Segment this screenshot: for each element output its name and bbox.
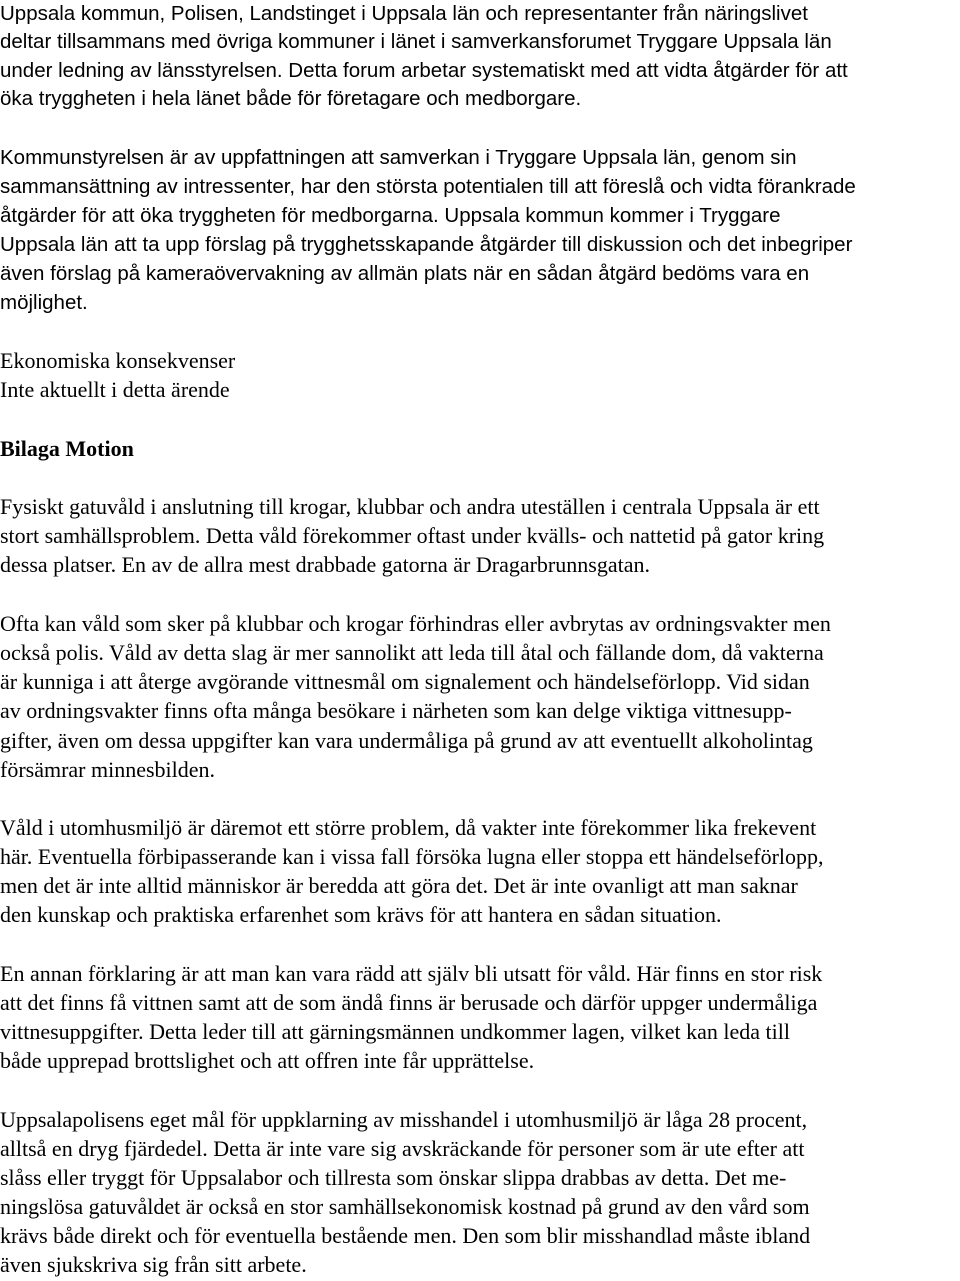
text-line: slåss eller tryggt för Uppsalabor och tillresta som önskar slippa drabbas av detta. Det me- <box>0 1165 787 1190</box>
text-line: även förslag på kameraövervakning av allmän plats när en sådan åtgärd bedöms vara en <box>0 262 810 285</box>
text-line: deltar tillsammans med övriga kommuner i länet i samverkansforumet Tryggare Uppsala län <box>0 30 832 53</box>
text-line: också polis. Våld av detta slag är mer sannolikt att leda till åtal och fällande dom, då vakterna <box>0 640 824 665</box>
economic-text: Inte aktuellt i detta ärende <box>0 377 230 402</box>
text-line: krävs både direkt och för eventuella bestående men. Den som blir misshandlad måste ibland <box>0 1223 811 1248</box>
text-line: dessa platser. En av de allra mest drabbade gatorna är Dragarbrunnsgatan. <box>0 552 650 577</box>
economic-heading: Ekonomiska konsekvenser <box>0 348 236 373</box>
text-line: är kunniga i att återge avgörande vittnesmål om signalement och händelseförlopp. Vid sidan <box>0 669 810 694</box>
text-line: möjlighet. <box>0 291 88 314</box>
text-line: sammansättning av intressenter, har den största potentialen till att föreslå och vidta förankrade <box>0 175 856 198</box>
text-line: Fysiskt gatuvåld i anslutning till krogar, klubbar och andra uteställen i centrala Uppsala är ett <box>0 494 820 519</box>
text-line: stort samhällsproblem. Detta våld förekommer oftast under kvälls- och nattetid på gator kring <box>0 523 825 548</box>
text-line: alltså en dryg fjärdedel. Detta är inte vare sig avskräckande för personer som är ute efter att <box>0 1136 805 1161</box>
text-line: gifter, även om dessa uppgifter kan vara undermåliga på grund av att eventuellt alkoholintag <box>0 728 813 753</box>
text-line: under ledning av länsstyrelsen. Detta forum arbetar systematiskt med att vidta åtgärder för att <box>0 59 848 82</box>
attachment-heading: Bilaga Motion <box>0 436 134 461</box>
text-line: Uppsala kommun, Polisen, Landstinget i Uppsala län och representanter från näringslivet <box>0 2 808 25</box>
text-line: att det finns få vittnen samt att de som ändå finns är berusade och därför uppger undermåliga <box>0 990 818 1015</box>
text-line: vittnesuppgifter. Detta leder till att gärningsmännen undkommer lagen, vilket kan leda till <box>0 1019 790 1044</box>
text-line: Uppsala län att ta upp förslag på trygghetsskapande åtgärder till diskussion och det inbegriper <box>0 233 853 256</box>
text-line: ningslösa gatuvåldet är också en stor samhällsekonomisk kostnad på grund av den vård som <box>0 1194 810 1219</box>
text-line: men det är inte alltid människor är beredda att göra det. Det är inte ovanligt att man saknar <box>0 873 798 898</box>
text-line: En annan förklaring är att man kan vara rädd att själv bli utsatt för våld. Här finns en stor risk <box>0 961 823 986</box>
text-line: av ordningsvakter finns ofta många besökare i närheten som kan delge viktiga vittnesupp- <box>0 698 792 723</box>
text-line: Våld i utomhusmiljö är däremot ett större problem, då vakter inte förekommer lika frekevent <box>0 815 817 840</box>
text-line: Uppsalapolisens eget mål för uppklarning av misshandel i utomhusmiljö är låga 28 procent, <box>0 1107 808 1132</box>
text-line: även sjukskriva sig från sitt arbete. <box>0 1252 307 1277</box>
text-line: här. Eventuella förbipasserande kan i vissa fall försöka lugna eller stoppa ett händelseförlopp, <box>0 844 824 869</box>
text-line: Kommunstyrelsen är av uppfattningen att samverkan i Tryggare Uppsala län, genom sin <box>0 146 797 169</box>
text-line: öka tryggheten i hela länet både för företagare och medborgare. <box>0 87 582 110</box>
text-line: Ofta kan våld som sker på klubbar och krogar förhindras eller avbrytas av ordningsvakter men <box>0 611 831 636</box>
text-line: försämrar minnesbilden. <box>0 757 216 782</box>
text-line: åtgärder för att öka tryggheten för medborgarna. Uppsala kommun kommer i Tryggare <box>0 204 781 227</box>
text-line: både upprepad brottslighet och att offren inte får upprättelse. <box>0 1048 535 1073</box>
text-line: den kunskap och praktiska erfarenhet som krävs för att hantera en sådan situation. <box>0 902 722 927</box>
